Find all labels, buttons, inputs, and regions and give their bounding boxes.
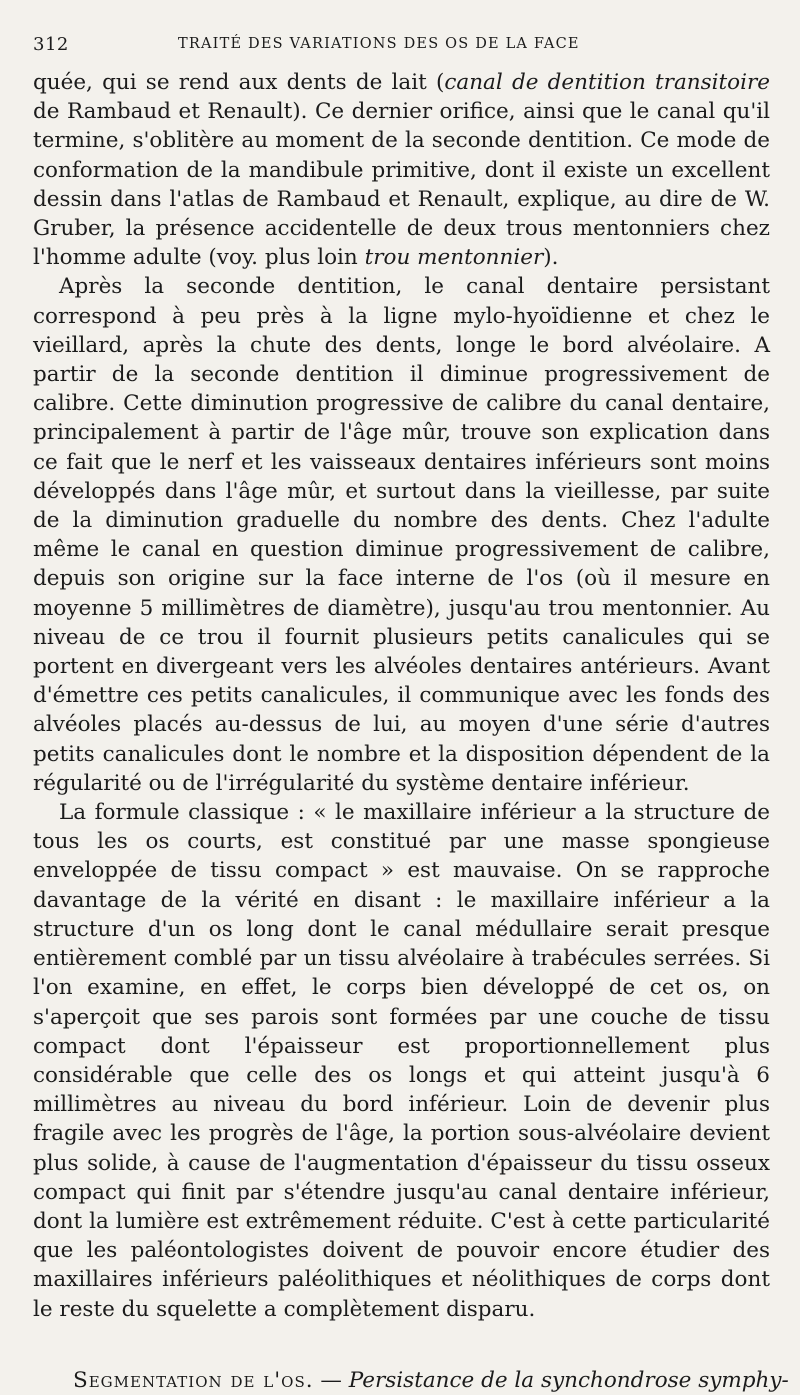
section-heading-line: Segmentation de l'os. — Persistance de la synchondrose symphy- [73,1367,789,1393]
paragraph-dental-canal: Après la seconde dentition, le canal dentaire persistant correspond à peu près à la ligne mylo-hyoïdienne et chez le vieillard, après la chute des dents, longe le bord alvéolaire. A partir de la seconde dentition il diminue progressivement de calibre. Cette diminution progressive de calibre du canal dentaire, principalement à partir de l'âge mûr, trouve son explication dans ce fait que le nerf et les vaisseaux dentaires inférieurs sont moins développés dans l'âge mûr, et surtout dans la vieillesse, par suite de la diminution graduelle du nombre des dents. Chez l'adulte même le canal en question diminue progressivement de calibre, depuis son origine sur la face interne de l'os (où il mesure en moyenne 5 millimètres de diamètre), jusqu'au trou mentonnier. Au niveau de ce trou il fournit plusieurs petits canalicules qui se portent en divergeant vers les alvéoles dentaires antérieurs. Avant d'émettre ces petits canalicules, il communique avec les fonds des alvéoles placés au-dessus de lui, au moyen d'une série d'autres petits canalicules dont le nombre et la disposition dépendent de la régularité ou de l'irrégularité du système dentaire inférieur. [33,274,770,796]
section-heading: Segmentation de l'os. [73,1367,314,1393]
page-number: 312 [33,34,69,55]
body-text [33,68,770,1324]
paragraph-continuation: quée, qui se rend aux dents de lait (canal de dentition transitoire de Rambaud et Renault). Ce dernier orifice, ainsi que le canal qu'il termine, s'oblitère au moment de la seconde dentition. Ce mode de conformation de la mandibule primitive, dont il existe un excellent dessin dans l'atlas de Rambaud et Renault, explique, au dire de W. Gruber, la présence accidentelle de deux trous mentonniers chez l'homme adulte (voy. plus loin trou mentonnier). [33,70,770,271]
page-header [33,30,770,58]
running-title: TRAITÉ DES VARIATIONS DES OS DE LA FACE [178,36,580,52]
paragraph-structure: La formule classique : « le maxillaire inférieur a la structure de tous les os courts, est constitué par une masse spongieuse enveloppée de tissu compact » est mauvaise. On se rapproche davantage de la vérité en disant : le maxillaire inférieur a la structure d'un os long dont le canal médullaire serait presque entièrement comblé par un tissu alvéolaire à trabécules serrées. Si l'on examine, en effet, le corps bien développé de cet os, on s'aperçoit que ses parois sont formées par une couche de tissu compact dont l'épaisseur est proportionnellement plus considérable que celle des os longs et qui atteint jusqu'à 6 millimètres au niveau du bord inférieur. Loin de devenir plus fragile avec les progrès de l'âge, la portion sous-alvéolaire devient plus solide, à cause de l'augmentation d'épaisseur du tissu osseux compact qui finit par s'étendre jusqu'au canal dentaire inférieur, dont la lumière est extrêmement réduite. C'est à cette particularité que les paléontologistes doivent de pouvoir encore étudier des maxillaires inférieurs paléolithiques et néolithiques de corps dont le reste du squelette a complètement disparu. [33,800,770,1322]
section-italic-text: Persistance de la synchondrose symphy- [348,1367,789,1393]
